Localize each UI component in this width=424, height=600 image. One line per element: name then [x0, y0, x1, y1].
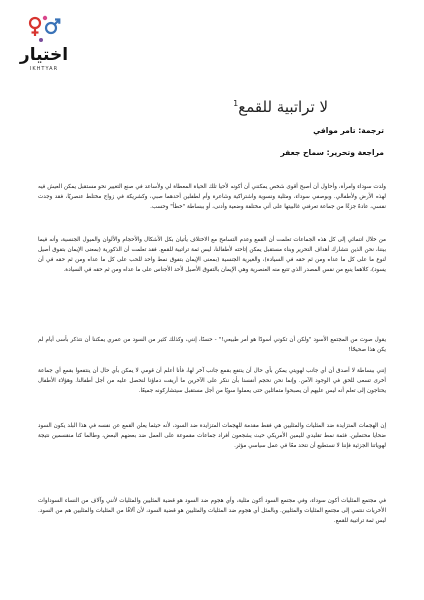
- title-text: لا تراتبية للقمع: [238, 98, 328, 116]
- translation-credit: ترجمة: تامر موافي: [313, 126, 384, 135]
- logo-mars-symbol: [46, 20, 59, 34]
- logo-venus-symbol: [30, 18, 40, 36]
- editing-credit: مراجعة وتحرير: سماح جعفر: [280, 148, 384, 157]
- logo-dot-pink: [43, 16, 47, 20]
- paragraph: إنني ببساطة لا أصدق أن أي جانب لهويتي يمكن بأي حال أن ينتفع بقمع جانب آخر لها، فأنا أعلم أن قومي لا يمكن بأي حال أن ينتفعوا بقمع أي جماعة أخرى تسعى للحق في الوجود الآمن. وإنما نحن نحجم أنفسنا بأن ننكر على الآخرين ما أريقت دماؤنا لنحصل عليه من أجل أطفالنا. وهؤلاء الأطفال يحتاجون إلى تعلم أنه ليس عليهم أن يصبحوا متماثلين حتى يعملوا سويًا من أجل مستقبل سيتشاركونه جميعًا.: [38, 367, 386, 394]
- article-title: [233, 98, 328, 116]
- logo-dot-purple: [39, 38, 43, 42]
- logo-wordmark: اختيار: [19, 45, 69, 65]
- ikhtyar-logo: [14, 14, 74, 84]
- logo-tagline: IKHTYAR: [29, 66, 59, 72]
- logo-symbols-icon: [27, 14, 61, 44]
- paragraph: من خلال انتمائي إلى كل هذه الجماعات تعلمت أن القمع وعدم التسامح مع الاختلاف يأتيان بكل الأشكال والأحجام والألوان والميول الجنسية، وأنه فيما بيننا، نحن الذين نتشارك أهداف التحرير وبناء مستقبل يمكن إتاحته لأطفالنا، ليس ثمة تراتبية للقمع. فقد تعلمت أن الذكورية (بمعنى الإيمان بتفوق أصيل لنوع ما على كل ما عداه ومن ثم حقه في السيادة)، والغيرية الجنسية (بمعنى الإيمان بتفوق نمط واحد للحب على كل ما عداه ومن ثم حقه في أن يسود)، كلاهما ينبع من نفس المصدر الذي تتبع منه العنصرية وهي الإيمان بالتفوق الأصيل لأحد الأجناس على ما عداه ومن ثم حقه في السيادة.: [38, 236, 386, 274]
- title-footnote-mark: 1: [233, 99, 239, 108]
- paragraph: في مجتمع المثليات أكون سوداء، وفي مجتمع السود أكون مثلية، وأي هجوم ضد السود هو قضية المثليين والمثليات لأنني وآلاف من النساء السوداوات الأخريات ننتمي إلى مجتمع المثليات والمثليين. وبالمثل أي هجوم ضد المثليات والمثليين هو قضية السود، لأن آلافًا من المثليات والمثليين هم من السود. ليس ثمة تراتبية للقمع.: [38, 497, 386, 524]
- paragraph: إن الهجمات المتزايدة ضد المثليات والمثليين هي فقط مقدمة للهجمات المتزايدة ضد السود، لأنه حيثما يعلن القمع عن نفسه في هذا البلد يكون السود ضحايا محتملين. فثمة نمط تقليدي لليمين الأمريكي حيث يشجعون أفراد جماعات مقموعة على العمل ضد بعضهم البعض، وطالما كنا منقسمين نتيجة لهوياتنا الجزئية فإننا لا نستطيع أن نتحد معًا في عمل سياسي مؤثر.: [38, 422, 386, 449]
- paragraph: ولدت سوداء وامرأة، وأحاول أن أصبح أقوى شخص يمكنني أن أكونه لأحيا تلك الحياة المعطاة لي ولأساعد في صنع التغيير نحو مستقبل يمكن العيش فيه لهذه الأرض ولأطفالي. وبوصفي سوداء، ومثلية ونسوية واشتراكية وشاعرة وأم لطفلين أحدهما صبي، وكشريكة في زواج مختلط عنصريًا، فقد وجدت نفسي، عادةً جزءًا من جماعة تعرفني غالبيتها على أني مختلفة وضعية وأدنى، أو ببساطة "خطأ" وحسب.: [38, 183, 386, 210]
- paragraph: يقول صوت من المجتمع الأسود "ولكن أن تكوني أسودًا هو أمر طبيعي!" - حسنًا، إنني، وكذلك كثير من السود من عمري يمكننا أن نتذكر بأسى أيام لم يكن هذا صحيحًا!: [38, 336, 386, 353]
